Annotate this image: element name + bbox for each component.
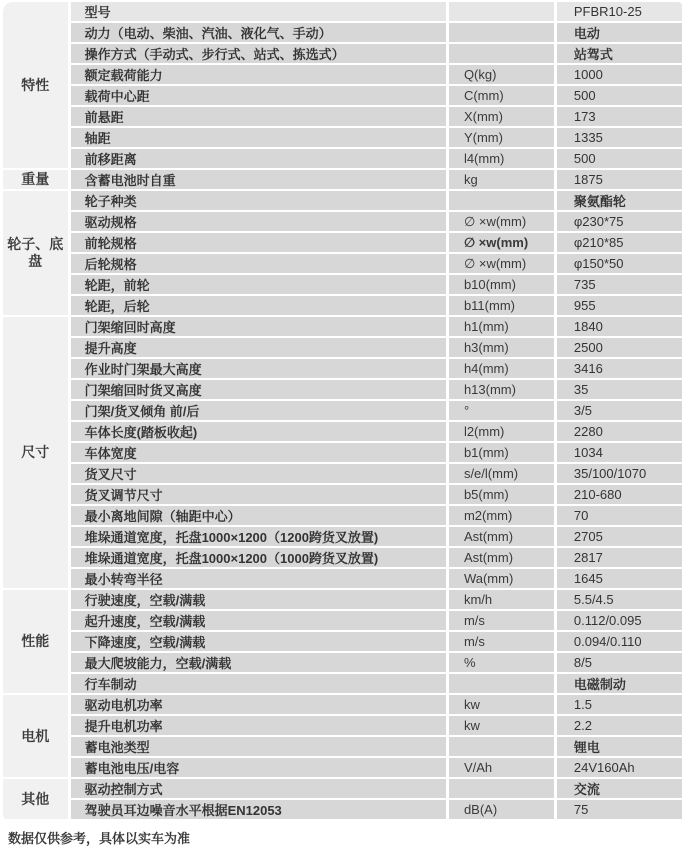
spec-name-cell: 作业时门架最大高度: [71, 359, 446, 378]
category-cell: 其他: [3, 779, 68, 819]
spec-unit-cell: b1(mm): [449, 443, 554, 462]
spec-name-cell: 驱动规格: [71, 212, 446, 231]
spec-name-cell: 车体宽度: [71, 443, 446, 462]
table-row: [3, 737, 682, 756]
spec-unit-cell: l4(mm): [449, 149, 554, 168]
spec-name-cell: 提升电机功率: [71, 716, 446, 735]
spec-unit-cell: [449, 2, 554, 21]
spec-name-cell: 蓄电池类型: [71, 737, 446, 756]
spec-name-cell: 堆垛通道宽度，托盘1000×1200（1000跨货叉放置): [71, 548, 446, 567]
spec-unit-cell: ∅ ×w(mm): [449, 212, 554, 231]
spec-name-cell: 操作方式（手动式、步行式、站式、拣选式）: [71, 44, 446, 63]
spec-name-cell: 起升速度，空载/满载: [71, 611, 446, 630]
table-row: [3, 485, 682, 504]
table-row: [3, 569, 682, 588]
spec-value-cell: 2817: [557, 548, 682, 567]
spec-unit-cell: [449, 674, 554, 693]
spec-value-cell: 735: [557, 275, 682, 294]
spec-name-cell: 门架缩回时高度: [71, 317, 446, 336]
spec-unit-cell: kw: [449, 695, 554, 714]
table-row: [3, 674, 682, 693]
spec-unit-cell: b11(mm): [449, 296, 554, 315]
table-row: [3, 338, 682, 357]
spec-unit-cell: l2(mm): [449, 422, 554, 441]
spec-name-cell: 驱动控制方式: [71, 779, 446, 798]
spec-unit-cell: Ast(mm): [449, 548, 554, 567]
spec-value-cell: 3/5: [557, 401, 682, 420]
spec-name-cell: 前移距离: [71, 149, 446, 168]
spec-unit-cell: C(mm): [449, 86, 554, 105]
spec-name-cell: 驾驶员耳边噪音水平根据EN12053: [71, 800, 446, 819]
table-row: [3, 632, 682, 651]
spec-name-cell: 轮距，前轮: [71, 275, 446, 294]
spec-name-cell: 含蓄电池时自重: [71, 170, 446, 189]
table-row: [3, 86, 682, 105]
spec-value-cell: 2705: [557, 527, 682, 546]
table-row: [3, 212, 682, 231]
table-row: [3, 149, 682, 168]
spec-value-cell: 电动: [557, 23, 682, 42]
spec-value-cell: 3416: [557, 359, 682, 378]
spec-value-cell: 1645: [557, 569, 682, 588]
spec-name-cell: 蓄电池电压/电容: [71, 758, 446, 777]
table-row: [3, 464, 682, 483]
spec-name-cell: 动力（电动、柴油、汽油、液化气、手动）: [71, 23, 446, 42]
spec-name-cell: 行驶速度，空载/满载: [71, 590, 446, 609]
spec-value-cell: 1840: [557, 317, 682, 336]
spec-unit-cell: Q(kg): [449, 65, 554, 84]
spec-unit-cell: kg: [449, 170, 554, 189]
table-row: [3, 128, 682, 147]
category-cell: 电机: [3, 695, 68, 777]
spec-name-cell: 后轮规格: [71, 254, 446, 273]
spec-value-cell: φ230*75: [557, 212, 682, 231]
spec-name-cell: 最小离地间隙（轴距中心）: [71, 506, 446, 525]
category-cell: 特性: [3, 2, 68, 168]
spec-unit-cell: [449, 23, 554, 42]
spec-unit-cell: [449, 44, 554, 63]
spec-name-cell: 货叉尺寸: [71, 464, 446, 483]
table-row: [3, 317, 682, 336]
table-row: [3, 380, 682, 399]
table-row: [3, 107, 682, 126]
spec-table-body: [3, 2, 682, 819]
table-row: [3, 779, 682, 798]
spec-unit-cell: V/Ah: [449, 758, 554, 777]
spec-name-cell: 载荷中心距: [71, 86, 446, 105]
table-row: [3, 758, 682, 777]
spec-value-cell: 210-680: [557, 485, 682, 504]
spec-name-cell: 轮距，后轮: [71, 296, 446, 315]
spec-unit-cell: Y(mm): [449, 128, 554, 147]
spec-unit-cell: ∅ ×w(mm): [449, 233, 554, 252]
spec-name-cell: 最小转弯半径: [71, 569, 446, 588]
table-row: [3, 422, 682, 441]
spec-value-cell: PFBR10-25: [557, 2, 682, 21]
spec-unit-cell: [449, 737, 554, 756]
category-cell: 性能: [3, 590, 68, 693]
spec-value-cell: 0.112/0.095: [557, 611, 682, 630]
spec-value-cell: 1875: [557, 170, 682, 189]
table-row: [3, 443, 682, 462]
table-row: [3, 275, 682, 294]
table-row: [3, 800, 682, 819]
spec-value-cell: 交流: [557, 779, 682, 798]
spec-unit-cell: °: [449, 401, 554, 420]
spec-name-cell: 门架/货叉倾角 前/后: [71, 401, 446, 420]
spec-value-cell: 站驾式: [557, 44, 682, 63]
spec-name-cell: 前悬距: [71, 107, 446, 126]
table-row: [3, 65, 682, 84]
spec-value-cell: 聚氨酯轮: [557, 191, 682, 210]
spec-name-cell: 驱动电机功率: [71, 695, 446, 714]
spec-unit-cell: h1(mm): [449, 317, 554, 336]
table-row: [3, 44, 682, 63]
category-cell: 尺寸: [3, 317, 68, 588]
table-row: [3, 590, 682, 609]
spec-value-cell: 70: [557, 506, 682, 525]
table-row: [3, 296, 682, 315]
spec-value-cell: 1.5: [557, 695, 682, 714]
spec-value-cell: 2500: [557, 338, 682, 357]
spec-name-cell: 行车制动: [71, 674, 446, 693]
footer-note: 数据仅供参考，具体以实车为准: [8, 831, 191, 846]
spec-value-cell: 5.5/4.5: [557, 590, 682, 609]
spec-name-cell: 最大爬坡能力，空载/满载: [71, 653, 446, 672]
spec-unit-cell: h13(mm): [449, 380, 554, 399]
spec-unit-cell: [449, 779, 554, 798]
spec-value-cell: 1000: [557, 65, 682, 84]
spec-value-cell: 8/5: [557, 653, 682, 672]
spec-unit-cell: X(mm): [449, 107, 554, 126]
spec-name-cell: 额定载荷能力: [71, 65, 446, 84]
category-cell: 重量: [3, 170, 68, 189]
table-row: [3, 401, 682, 420]
spec-value-cell: 1335: [557, 128, 682, 147]
spec-value-cell: φ150*50: [557, 254, 682, 273]
spec-name-cell: 车体长度(踏板收起): [71, 422, 446, 441]
spec-value-cell: 24V160Ah: [557, 758, 682, 777]
spec-value-cell: 955: [557, 296, 682, 315]
spec-value-cell: 35: [557, 380, 682, 399]
table-row: [3, 2, 682, 21]
table-row: [3, 506, 682, 525]
spec-unit-cell: m/s: [449, 611, 554, 630]
spec-unit-cell: ∅ ×w(mm): [449, 254, 554, 273]
table-row: [3, 23, 682, 42]
spec-name-cell: 轮子种类: [71, 191, 446, 210]
spec-unit-cell: b5(mm): [449, 485, 554, 504]
spec-unit-cell: [449, 191, 554, 210]
table-row: [3, 527, 682, 546]
table-row: [3, 611, 682, 630]
spec-name-cell: 提升高度: [71, 338, 446, 357]
table-row: [3, 548, 682, 567]
spec-value-cell: 2280: [557, 422, 682, 441]
spec-unit-cell: h4(mm): [449, 359, 554, 378]
category-cell: 轮子、底盘: [3, 191, 68, 315]
spec-name-cell: 堆垛通道宽度，托盘1000×1200（1200跨货叉放置): [71, 527, 446, 546]
spec-name-cell: 门架缩回时货叉高度: [71, 380, 446, 399]
spec-unit-cell: dB(A): [449, 800, 554, 819]
spec-unit-cell: Wa(mm): [449, 569, 554, 588]
table-row: [3, 359, 682, 378]
spec-name-cell: 货叉调节尺寸: [71, 485, 446, 504]
table-row: [3, 233, 682, 252]
spec-unit-cell: b10(mm): [449, 275, 554, 294]
spec-value-cell: 0.094/0.110: [557, 632, 682, 651]
table-row: [3, 695, 682, 714]
spec-unit-cell: km/h: [449, 590, 554, 609]
spec-unit-cell: Ast(mm): [449, 527, 554, 546]
spec-unit-cell: %: [449, 653, 554, 672]
spec-value-cell: φ210*85: [557, 233, 682, 252]
spec-unit-cell: h3(mm): [449, 338, 554, 357]
spec-value-cell: 500: [557, 149, 682, 168]
spec-value-cell: 电磁制动: [557, 674, 682, 693]
table-row: [3, 191, 682, 210]
spec-name-cell: 轴距: [71, 128, 446, 147]
table-row: [3, 170, 682, 189]
spec-value-cell: 75: [557, 800, 682, 819]
spec-value-cell: 35/100/1070: [557, 464, 682, 483]
spec-value-cell: 锂电: [557, 737, 682, 756]
spec-name-cell: 下降速度，空载/满载: [71, 632, 446, 651]
spec-name-cell: 型号: [71, 2, 446, 21]
spec-value-cell: 173: [557, 107, 682, 126]
spec-value-cell: 500: [557, 86, 682, 105]
table-row: [3, 653, 682, 672]
spec-value-cell: 2.2: [557, 716, 682, 735]
spec-unit-cell: s/e/l(mm): [449, 464, 554, 483]
spec-unit-cell: m/s: [449, 632, 554, 651]
spec-unit-cell: kw: [449, 716, 554, 735]
spec-name-cell: 前轮规格: [71, 233, 446, 252]
spec-value-cell: 1034: [557, 443, 682, 462]
table-row: [3, 716, 682, 735]
table-row: [3, 254, 682, 273]
spec-unit-cell: m2(mm): [449, 506, 554, 525]
